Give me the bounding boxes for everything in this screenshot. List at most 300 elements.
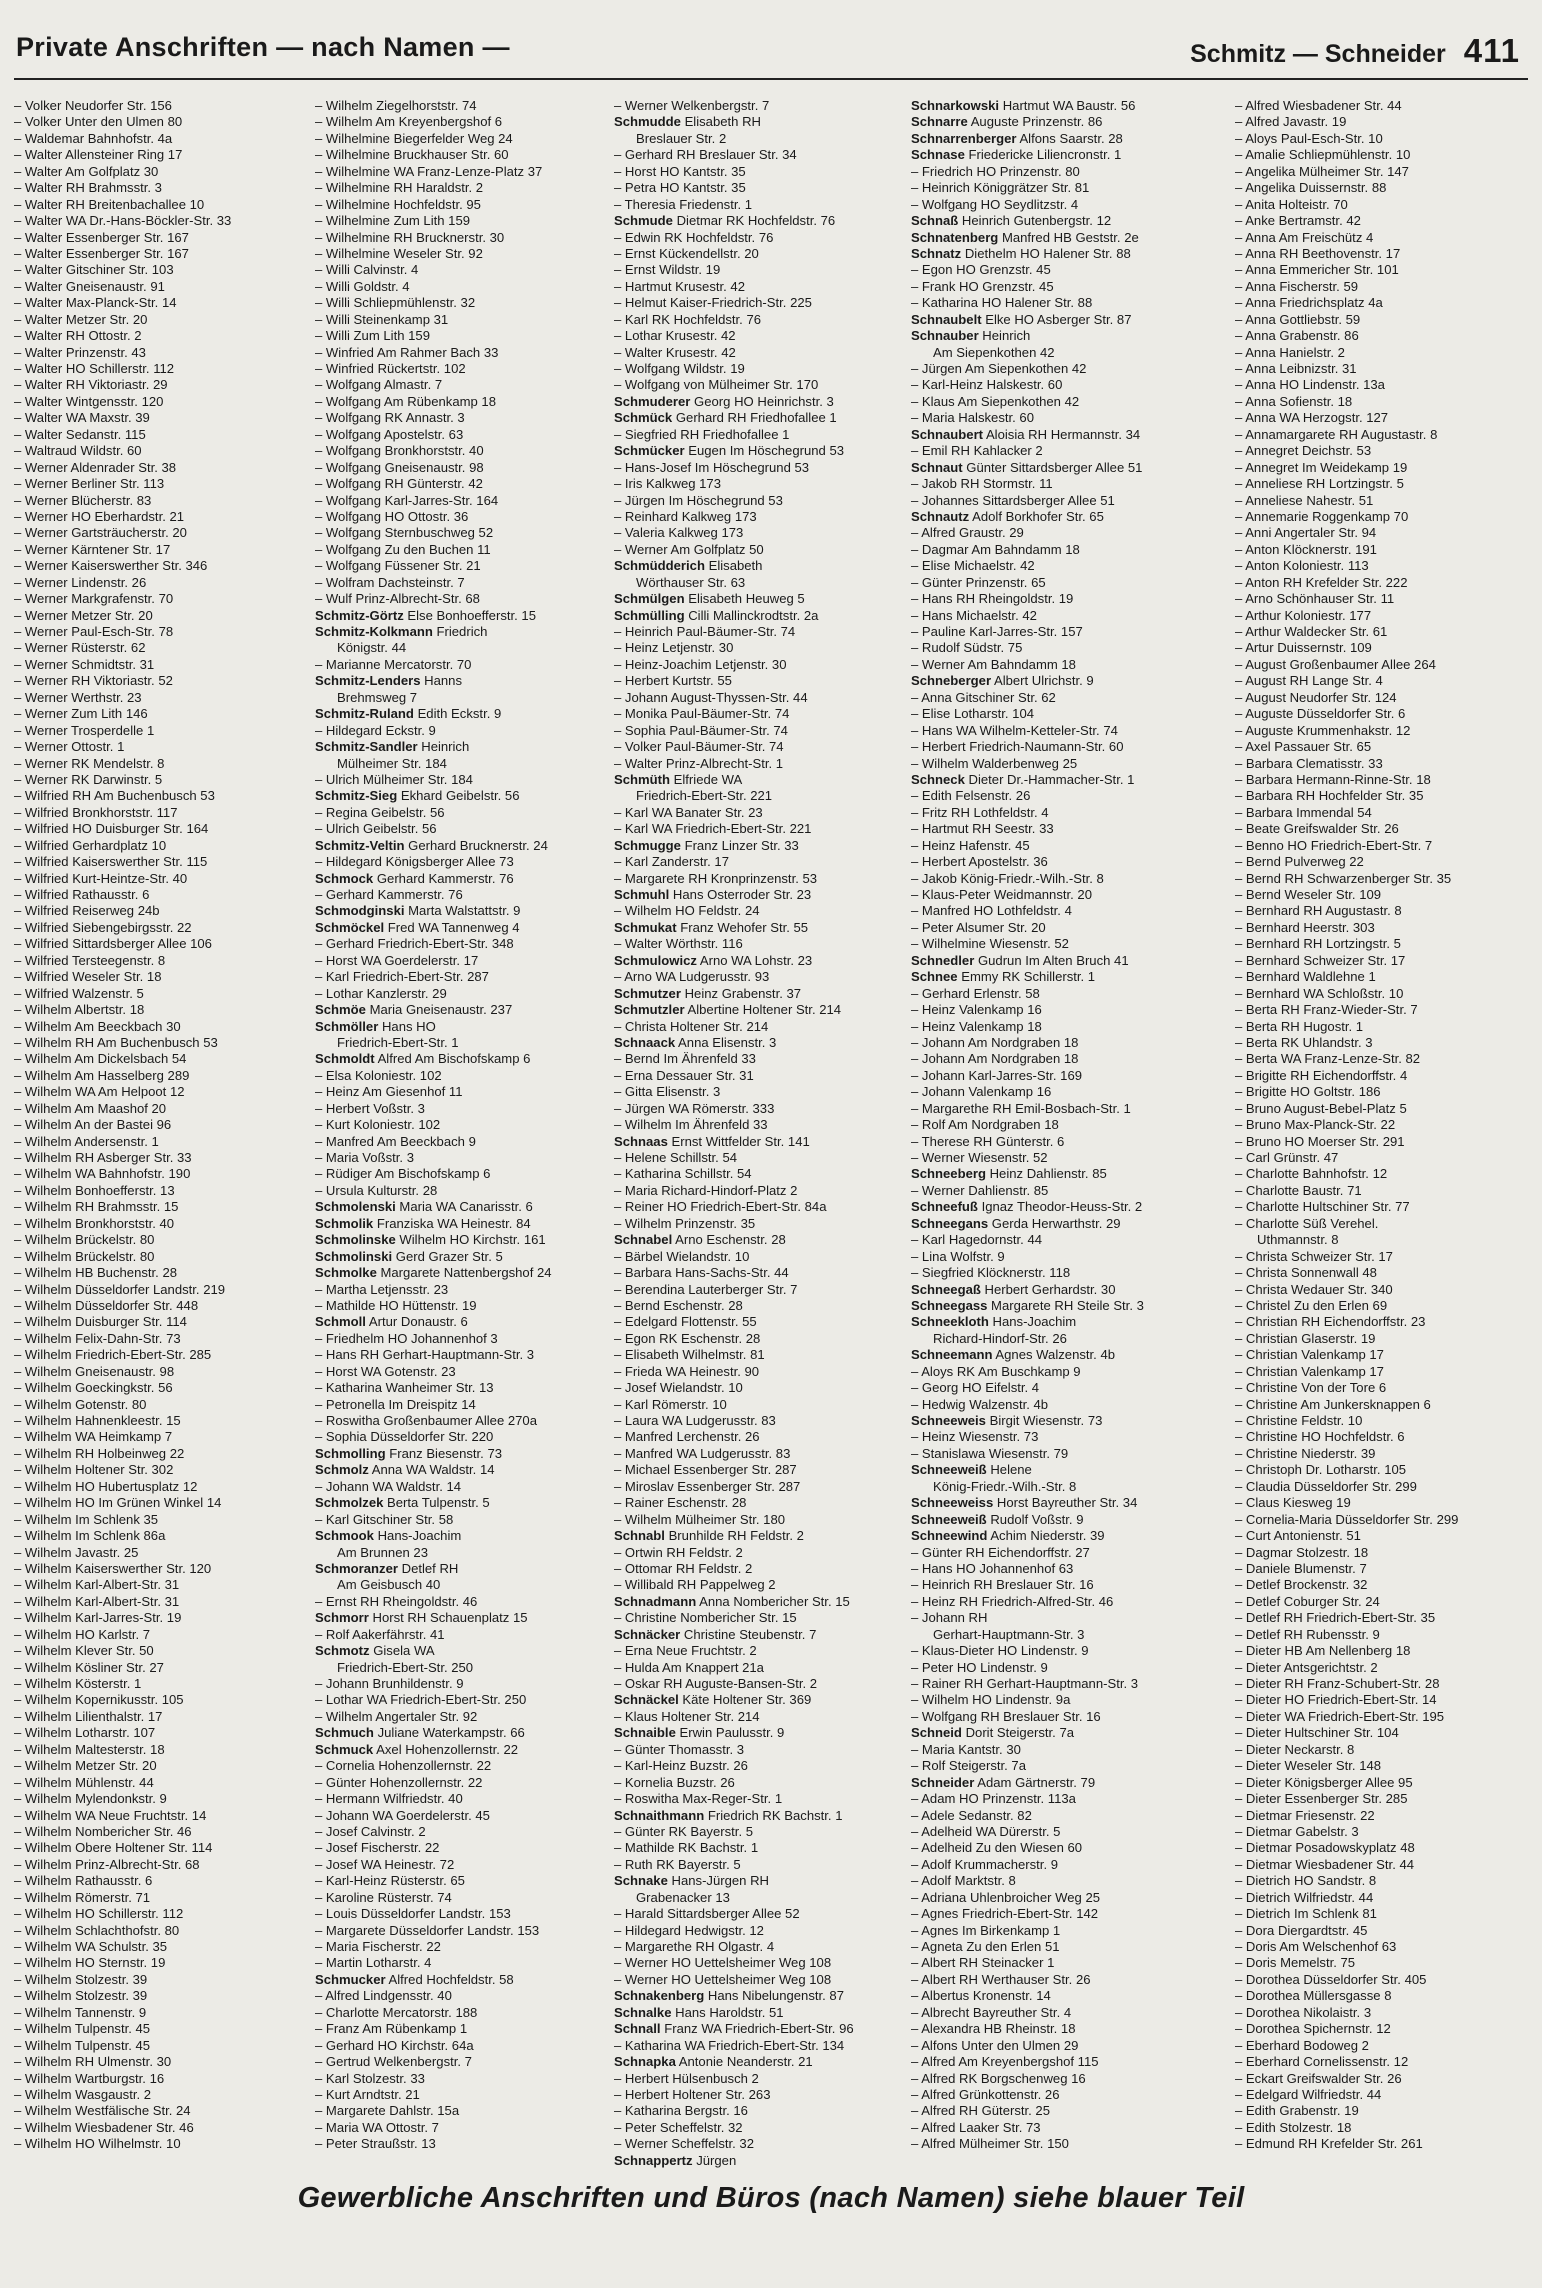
entry-line: – Edelgard Wilfriedstr. 44: [1235, 2086, 1382, 2102]
entry-line: – Herbert Voßstr. 3: [315, 1100, 425, 1116]
entry-line: Schmülling Cilli Mallinckrodtstr. 2a: [614, 607, 819, 623]
entry-line: Schmitz-Sieg Ekhard Geibelstr. 56: [315, 788, 520, 804]
entry-line: – Wilhelm WA Schulstr. 35: [14, 1939, 168, 1954]
entry-line: – Stanislawa Wiesenstr. 79: [911, 1445, 1069, 1461]
entry-line: – Wilhelm RH Asberger Str. 33: [14, 1150, 192, 1165]
entry-line: – Wilhelm Albertstr. 18: [14, 1002, 145, 1018]
entry-line: – Anton Klöcknerstr. 191: [1235, 541, 1377, 557]
entry-line: – Adam HO Prinzenstr. 113a: [911, 1791, 1076, 1807]
entry-line: – Wilhelm Am Dickelsbach 54: [14, 1051, 187, 1067]
entry-line: – Kurt Koloniestr. 102: [315, 1117, 441, 1133]
entry-line: – Josef WA Heinestr. 72: [315, 1856, 455, 1872]
entry-line: Brehmsweg 7: [337, 689, 418, 705]
entry-line: – Wilhelm Tannenstr. 9: [14, 2004, 147, 2020]
entry-line: – Bernhard Heerstr. 303: [1235, 919, 1375, 935]
entry-line: König-Friedr.-Wilh.-Str. 8: [933, 1478, 1077, 1494]
entry-line: – Barbara Clematisstr. 33: [1235, 755, 1383, 771]
surname: Schnappertz: [614, 2152, 693, 2168]
entry-line: – Claus Kiesweg 19: [1235, 1495, 1351, 1511]
entry-line: – Siegfried Klöcknerstr. 118: [911, 1265, 1071, 1281]
entry-line: – Aloys Paul-Esch-Str. 10: [1235, 130, 1383, 146]
surname: Schmitz-Veltin: [315, 837, 405, 853]
entry-line: – Anna Leibnizstr. 31: [1235, 361, 1357, 376]
entry-line: – Jürgen WA Römerstr. 333: [614, 1100, 775, 1116]
surname: Schneegans: [911, 1215, 989, 1231]
entry-line: – Walter Gneisenaustr. 91: [14, 278, 165, 294]
entry-line: – Dieter Weseler Str. 148: [1235, 1758, 1382, 1774]
entry-line: – Elisabeth Wilhelmstr. 81: [614, 1347, 765, 1363]
entry-line: Schmodginski Marta Walstattstr. 9: [315, 903, 521, 919]
surname: Schmitz-Kolkmann: [315, 624, 433, 639]
entry-line: Breslauer Str. 2: [636, 130, 727, 146]
entry-line: – Wilhelm Am Hasselberg 289: [14, 1067, 190, 1083]
entry-line: – Cornelia Hohenzollernstr. 22: [315, 1758, 492, 1774]
entry-line: – Georg HO Eifelstr. 4: [911, 1380, 1040, 1396]
entry-line: – Wilfried Kurt-Heintze-Str. 40: [14, 870, 188, 886]
entry-line: Schneewind Achim Niederstr. 39: [911, 1528, 1105, 1544]
entry-line: Schmucker Alfred Hochfeldstr. 58: [315, 1971, 514, 1987]
directory-columns: [14, 98, 1514, 2168]
entry-line: – Charlotte Bahnhofstr. 12: [1235, 1166, 1388, 1182]
name-range: [1190, 32, 1520, 70]
entry-line: – Karl-Heinz Rüsterstr. 65: [315, 1873, 465, 1889]
entry-line: – Hans Michaelstr. 42: [911, 607, 1037, 623]
page-number: 411: [1463, 32, 1520, 69]
entry-line: – Dieter Essenberger Str. 285: [1235, 1791, 1408, 1807]
surname: Schmuhl: [614, 887, 670, 902]
entry-line: – Manfred Lerchenstr. 26: [614, 1429, 760, 1445]
entry-line: – Benno HO Friedrich-Ebert-Str. 7: [1235, 837, 1433, 853]
entry-line: – Margarete RH Kronprinzenstr. 53: [614, 870, 818, 886]
footer-note: Gewerbliche Anschriften und Büros (nach Namen) siehe blauer Teil: [297, 2182, 1245, 2214]
entry-line: – Walter RH Breitenbachallee 10: [14, 196, 205, 212]
entry-line: – Kornelia Buzstr. 26: [614, 1774, 735, 1790]
entry-line: – Rainer RH Gerhart-Hauptmann-Str. 3: [911, 1676, 1139, 1691]
surname: Schmöe: [315, 1002, 366, 1018]
entry-line: Schnaß Heinrich Gutenbergstr. 12: [911, 213, 1112, 229]
entry-line: – Dieter RH Franz-Schubert-Str. 28: [1235, 1676, 1440, 1691]
surname: Schnaut: [911, 459, 963, 475]
entry-line: – Wilhelm Wartburgstr. 16: [14, 2070, 165, 2086]
entry-line: – Maria Richard-Hindorf-Platz 2: [614, 1182, 798, 1198]
surname: Schmitz-Sieg: [315, 788, 398, 804]
surname: Schmutzler: [614, 1002, 685, 1018]
entry-line: – Elsa Koloniestr. 102: [315, 1067, 442, 1083]
entry-line: – Dieter Hultschiner Str. 104: [1235, 1725, 1399, 1741]
surname: Schmudde: [614, 114, 681, 130]
entry-line: – Wilhelm HO Sternstr. 19: [14, 1955, 166, 1971]
entry-line: – Monika Paul-Bäumer-Str. 74: [614, 706, 790, 722]
entry-line: – Hildegard Königsberger Allee 73: [315, 854, 514, 870]
entry-line: – Martha Letjensstr. 23: [315, 1281, 449, 1297]
entry-line: – Adelheid Zu den Wiesen 60: [911, 1840, 1083, 1856]
surname: Schmuderer: [614, 393, 691, 409]
entry-line: – Auguste Krummenhakstr. 12: [1235, 722, 1411, 738]
surname: Schnäcker: [614, 1626, 681, 1642]
entry-line: – Wilhelm RH Ulmenstr. 30: [14, 2054, 172, 2070]
surname: Schmitz-Lenders: [315, 673, 421, 689]
entry-line: – Hartmut Krusestr. 42: [614, 278, 745, 294]
entry-line: – Anna Am Freischütz 4: [1235, 229, 1374, 245]
entry-line: – Berta RH Franz-Wieder-Str. 7: [1235, 1002, 1418, 1018]
surname: Schnauber: [911, 328, 979, 344]
entry-line: – Werner Paul-Esch-Str. 78: [14, 624, 174, 639]
entry-line: – Karl-Heinz Halskestr. 60: [911, 377, 1063, 393]
entry-line: – Werner Schmidtstr. 31: [14, 656, 155, 672]
entry-line: – Alfred Grünkottenstr. 26: [911, 2086, 1060, 2102]
entry-line: – Gitta Elisenstr. 3: [614, 1084, 721, 1100]
entry-line: – Werner Dahlienstr. 85: [911, 1182, 1049, 1198]
entry-line: – Brigitte RH Eichendorffstr. 4: [1235, 1067, 1408, 1083]
entry-line: Grabenacker 13: [636, 1889, 730, 1905]
entry-line: Schmoll Artur Donaustr. 6: [315, 1314, 468, 1330]
entry-line: Schnarrenberger Alfons Saarstr. 28: [911, 130, 1123, 146]
entry-line: – Annegret Im Weidekamp 19: [1235, 459, 1408, 475]
surname: Schmuch: [315, 1725, 374, 1741]
entry-line: – Therese RH Günterstr. 6: [911, 1133, 1065, 1149]
entry-line: Schmude Dietmar RK Hochfeldstr. 76: [614, 213, 836, 229]
entry-line: – Iris Kalkweg 173: [614, 476, 721, 492]
entry-line: – Karl Hagedornstr. 44: [911, 1232, 1043, 1248]
entry-line: – Peter Alsumer Str. 20: [911, 919, 1046, 935]
entry-line: – Aloys RK Am Buschkamp 9: [911, 1363, 1081, 1379]
entry-line: Schnatenberg Manfred HB Geststr. 2e: [911, 229, 1139, 245]
entry-line: – Werner Am Golfplatz 50: [614, 541, 764, 557]
entry-line: – Werner Trosperdelle 1: [14, 722, 155, 738]
surname: Schneberger: [911, 673, 992, 689]
entry-line: – Walter RH Brahmsstr. 3: [14, 180, 162, 196]
entry-line: – Wilfried Bronkhorststr. 117: [14, 804, 178, 820]
entry-line: Schnatz Diethelm HO Halener Str. 88: [911, 245, 1131, 261]
entry-line: – Hermann Wilfriedstr. 40: [315, 1791, 463, 1807]
entry-line: – Werner Gartsträucherstr. 20: [14, 525, 187, 541]
entry-line: – Waltraud Wildstr. 60: [14, 443, 142, 459]
entry-line: – Anna Friedrichsplatz 4a: [1235, 295, 1383, 311]
entry-line: Schneeweiss Horst Bayreuther Str. 34: [911, 1495, 1138, 1511]
entry-line: Schmolinski Gerd Grazer Str. 5: [315, 1248, 503, 1264]
entry-line: – Ursula Kulturstr. 28: [315, 1182, 438, 1198]
entry-line: – Christa Holtener Str. 214: [614, 1018, 769, 1034]
entry-line: – Eberhard Cornelissenstr. 12: [1235, 2054, 1409, 2070]
entry-line: – Anton RH Krefelder Str. 222: [1235, 574, 1408, 590]
entry-line: – Walter RH Ottostr. 2: [14, 328, 142, 344]
entry-line: – Gerhard Friedrich-Ebert-Str. 348: [315, 936, 514, 952]
entry-line: – Eberhard Bodoweg 2: [1235, 2037, 1369, 2053]
surname: Schnall: [614, 2021, 661, 2037]
entry-line: – Margarethe RH Olgastr. 4: [614, 1939, 775, 1954]
entry-line: – Winfried Rückertstr. 102: [315, 361, 466, 376]
entry-line: – Elise Lotharstr. 104: [911, 706, 1035, 722]
entry-line: – Margarete Dahlstr. 15a: [315, 2103, 460, 2119]
entry-line: – Wilhelm Wasgaustr. 2: [14, 2086, 152, 2102]
entry-line: – Wilhelm RH Brahmsstr. 15: [14, 1199, 179, 1215]
entry-line: Schnappertz Jürgen: [614, 2152, 737, 2168]
entry-line: – Erna Neue Fruchtstr. 2: [614, 1643, 757, 1659]
entry-line: Gerhart-Hauptmann-Str. 3: [933, 1626, 1085, 1642]
entry-line: Schmüth Elfriede WA: [614, 771, 743, 787]
entry-line: – Adelheid WA Dürerstr. 5: [911, 1823, 1061, 1839]
entry-line: – Werner Ottostr. 1: [14, 739, 125, 755]
entry-line: – Emil RH Kahlacker 2: [911, 443, 1043, 459]
entry-line: Schmolenski Maria WA Canarisstr. 6: [315, 1199, 533, 1215]
entry-line: – Bernd Pulverweg 22: [1235, 854, 1364, 870]
entry-line: – Heinz Valenkamp 16: [911, 1002, 1042, 1018]
column-4: [911, 98, 1207, 2153]
entry-line: – Werner Kaiserswerther Str. 346: [14, 558, 208, 574]
entry-line: Am Geisbusch 40: [337, 1577, 441, 1593]
entry-line: Schmöe Maria Gneisenaustr. 237: [315, 1002, 513, 1018]
entry-line: – Wilfried Rathausstr. 6: [14, 887, 150, 902]
entry-line: – Willi Schliepmühlenstr. 32: [315, 295, 476, 311]
entry-line: – Wilhelm Schlachthofstr. 80: [14, 1922, 180, 1938]
entry-line: – Walter Wörthstr. 116: [614, 936, 743, 952]
surname: Schmoldt: [315, 1051, 375, 1067]
entry-line: – Lothar Krusestr. 42: [614, 328, 736, 344]
entry-line: – Albert RH Werthauser Str. 26: [911, 1971, 1091, 1987]
entry-line: Schnaas Ernst Wittfelder Str. 141: [614, 1133, 810, 1149]
entry-line: Uthmannstr. 8: [1257, 1232, 1339, 1248]
entry-line: – Wilhelm Düsseldorfer Landstr. 219: [14, 1281, 226, 1297]
entry-line: – Wilhelm Angertaler Str. 92: [315, 1708, 478, 1724]
entry-line: – Fritz RH Lothfeldstr. 4: [911, 804, 1049, 820]
entry-line: – Werner Berliner Str. 113: [14, 476, 165, 492]
entry-line: – Manfred Am Beeckbach 9: [315, 1133, 476, 1149]
entry-line: – Wilhelm WA Neue Fruchtstr. 14: [14, 1807, 207, 1823]
entry-line: – Albertus Kronenstr. 14: [911, 1988, 1051, 2004]
entry-line: – Gerhard HO Kirchstr. 64a: [315, 2037, 474, 2053]
entry-line: – Heinz Wiesenstr. 73: [911, 1429, 1039, 1445]
entry-line: – Werner Blücherstr. 83: [14, 492, 152, 508]
entry-line: – Dorothea Nikolaistr. 3: [1235, 2004, 1372, 2020]
entry-line: – Hans RH Rheingoldstr. 19: [911, 591, 1074, 607]
entry-line: Schmugge Franz Linzer Str. 33: [614, 837, 799, 853]
entry-line: Schmukat Franz Wehofer Str. 55: [614, 919, 809, 935]
entry-line: – Wilhelm Rathausstr. 6: [14, 1873, 153, 1889]
entry-line: – Volker Paul-Bäumer-Str. 74: [614, 739, 784, 755]
entry-line: – Adriana Uhlenbroicher Weg 25: [911, 1889, 1101, 1905]
surname: Schnalke: [614, 2004, 672, 2020]
entry-line: – Alfred Graustr. 29: [911, 525, 1024, 541]
entry-line: – Wilfried Walzenstr. 5: [14, 985, 144, 1001]
surname: Schnaubert: [911, 426, 984, 442]
surname: Schmorr: [315, 1610, 369, 1626]
entry-line: – Wilhelm An der Bastei 96: [14, 1117, 172, 1133]
entry-line: – Willi Steinenkamp 31: [315, 311, 449, 327]
entry-line: – Edith Stolzestr. 18: [1235, 2119, 1352, 2135]
entry-line: – Ruth RK Bayerstr. 5: [614, 1856, 741, 1872]
entry-line: – August Neudorfer Str. 124: [1235, 689, 1397, 705]
entry-line: – Katharina WA Friedrich-Ebert-Str. 134: [614, 2037, 845, 2053]
entry-line: Schneegaß Herbert Gerhardstr. 30: [911, 1281, 1116, 1297]
entry-line: – Herbert Apostelstr. 36: [911, 854, 1048, 870]
surname: Schneeweiß: [911, 1462, 987, 1478]
surname: Schmülgen: [614, 591, 685, 607]
surname: Schneegaß: [911, 1281, 981, 1297]
entry-line: – Hulda Am Knappert 21a: [614, 1659, 764, 1675]
entry-line: – Karl RK Hochfeldstr. 76: [614, 311, 762, 327]
entry-line: – Hildegard Hedwigstr. 12: [614, 1922, 764, 1938]
entry-line: – Walter Prinz-Albrecht-Str. 1: [614, 755, 784, 771]
entry-line: – Klaus-Peter Weidmannstr. 20: [911, 887, 1092, 902]
entry-line: – Bernd RH Schwarzenberger Str. 35: [1235, 870, 1452, 886]
entry-line: – Gerhard Erlenstr. 58: [911, 985, 1040, 1001]
surname: Schneemann: [911, 1347, 993, 1363]
entry-line: Schnake Hans-Jürgen RH: [614, 1873, 770, 1889]
entry-line: Schnauber Heinrich: [911, 328, 1031, 344]
surname: Schmolinski: [315, 1248, 393, 1264]
entry-line: – Christine Feldstr. 10: [1235, 1413, 1363, 1428]
entry-line: – Daniele Blumenstr. 7: [1235, 1560, 1367, 1576]
entry-line: – Wilhelm Karl-Jarres-Str. 19: [14, 1610, 182, 1626]
surname: Schnapka: [614, 2054, 676, 2070]
surname: Schmulowicz: [614, 952, 697, 968]
entry-line: – Ernst Kückendellstr. 20: [614, 245, 759, 261]
entry-line: – Wilhelm Westfälische Str. 24: [14, 2103, 191, 2119]
entry-line: – Wilhelm Metzer Str. 20: [14, 1758, 157, 1774]
entry-line: – Albrecht Bayreuther Str. 4: [911, 2004, 1072, 2020]
entry-line: – Alfred RH Güterstr. 25: [911, 2103, 1050, 2119]
entry-line: – Wilhelm Im Ährenfeld 33: [614, 1117, 768, 1133]
entry-line: – Johann Brunhildenstr. 9: [315, 1676, 464, 1691]
entry-line: – Anita Holteistr. 70: [1235, 196, 1348, 212]
entry-line: Schmöller Hans HO: [315, 1018, 436, 1034]
entry-line: – Berta WA Franz-Lenze-Str. 82: [1235, 1051, 1421, 1067]
entry-line: – Christoph Dr. Lotharstr. 105: [1235, 1462, 1407, 1478]
entry-line: – Dieter Neckarstr. 8: [1235, 1741, 1355, 1757]
entry-line: Schmutzer Heinz Grabenstr. 37: [614, 985, 802, 1001]
entry-line: – Wilhelm Am Kreyenbergshof 6: [315, 114, 503, 130]
entry-line: Schnabl Brunhilde RH Feldstr. 2: [614, 1528, 804, 1544]
entry-line: – Wilfried Siebengebirgsstr. 22: [14, 919, 192, 935]
surname: Schnaß: [911, 213, 959, 229]
entry-line: – Christine Nombericher Str. 15: [614, 1610, 797, 1626]
entry-line: – Wilhelm Düsseldorfer Str. 448: [14, 1297, 199, 1313]
entry-line: Schnarkowski Hartmut WA Baustr. 56: [911, 98, 1136, 113]
entry-line: – Arthur Koloniestr. 177: [1235, 607, 1372, 623]
entry-line: – Louis Düsseldorfer Landstr. 153: [315, 1906, 511, 1922]
entry-line: – Alfred Laaker Str. 73: [911, 2119, 1041, 2135]
entry-line: – Pauline Karl-Jarres-Str. 157: [911, 624, 1083, 639]
entry-line: – Walter Prinzenstr. 43: [14, 344, 146, 360]
entry-line: – Dieter Königsberger Allee 95: [1235, 1774, 1413, 1790]
entry-line: – Wilhelmine Hochfeldstr. 95: [315, 196, 481, 212]
entry-line: – Wilhelm HB Buchenstr. 28: [14, 1265, 178, 1281]
entry-line: – Dora Diergardtstr. 45: [1235, 1922, 1368, 1938]
surname: Schnarrenberger: [911, 130, 1017, 146]
entry-line: – Anna Grabenstr. 86: [1235, 328, 1359, 344]
entry-line: – Maria Kantstr. 30: [911, 1741, 1021, 1757]
entry-line: – Wilhelm Brückelstr. 80: [14, 1232, 155, 1248]
entry-line: – Johann WA Goerdelerstr. 45: [315, 1807, 490, 1823]
entry-line: – Dietrich HO Sandstr. 8: [1235, 1873, 1377, 1889]
entry-line: – Agnes Friedrich-Ebert-Str. 142: [911, 1906, 1099, 1922]
entry-line: Friedrich-Ebert-Str. 221: [636, 788, 773, 804]
entry-line: – Wilhelm HO Hubertusplatz 12: [14, 1478, 198, 1494]
entry-line: – Werner HO Eberhardstr. 21: [14, 508, 185, 524]
entry-line: – Günter Prinzenstr. 65: [911, 574, 1046, 590]
entry-line: – Alfred Wiesbadener Str. 44: [1235, 98, 1402, 113]
entry-line: – Mathilde HO Hüttenstr. 19: [315, 1297, 477, 1313]
entry-line: Schmoranzer Detlef RH: [315, 1560, 459, 1576]
entry-line: – Barbara RH Hochfelder Str. 35: [1235, 788, 1424, 804]
entry-line: Schmolinske Wilhelm HO Kirchstr. 161: [315, 1232, 546, 1248]
entry-line: Schnaubert Aloisia RH Hermannstr. 34: [911, 426, 1141, 442]
entry-line: – Wilhelmine RH Brucknerstr. 30: [315, 229, 505, 245]
entry-line: – Alfred Mülheimer Str. 150: [911, 2136, 1069, 2152]
entry-line: – Wilhelm Wiesbadener Str. 46: [14, 2119, 194, 2135]
entry-line: Schmuch Juliane Waterkampstr. 66: [315, 1725, 525, 1741]
entry-line: – Willi Calvinstr. 4: [315, 262, 419, 278]
entry-line: Schmook Hans-Joachim: [315, 1528, 462, 1544]
entry-line: – Brigitte HO Goltstr. 186: [1235, 1084, 1381, 1100]
entry-line: – Christian Valenkamp 17: [1235, 1347, 1384, 1363]
entry-line: – Wilhelm Stolzestr. 39: [14, 1971, 148, 1987]
entry-line: Schmotz Gisela WA: [315, 1643, 435, 1659]
entry-line: – Wilhelm Bonhoefferstr. 13: [14, 1182, 175, 1198]
entry-line: – Werner Lindenstr. 26: [14, 574, 147, 590]
surname: Schmoranzer: [315, 1560, 398, 1576]
entry-line: – Wilhelm Kaiserswerther Str. 120: [14, 1560, 212, 1576]
entry-line: Schmitz-Veltin Gerhard Brucknerstr. 24: [315, 837, 548, 853]
entry-line: – Jakob RH Stormstr. 11: [911, 476, 1053, 492]
entry-line: – Reinhard Kalkweg 173: [614, 508, 757, 524]
entry-line: Schneegans Gerda Herwarthstr. 29: [911, 1215, 1121, 1231]
entry-line: – Harald Sittardsberger Allee 52: [614, 1906, 800, 1922]
entry-line: – Christa Wedauer Str. 340: [1235, 1281, 1393, 1297]
entry-line: – Wolfgang RH Günterstr. 42: [315, 476, 483, 492]
entry-line: – Michael Essenberger Str. 287: [614, 1462, 797, 1478]
entry-line: – Wilfried Reiserweg 24b: [14, 903, 160, 919]
entry-line: – Wilhelm Klever Str. 50: [14, 1643, 154, 1659]
entry-line: – Martin Lotharstr. 4: [315, 1955, 432, 1971]
column-3: [614, 98, 910, 2169]
entry-line: – Josef Wielandstr. 10: [614, 1380, 743, 1396]
entry-line: Schmutzler Albertine Holtener Str. 214: [614, 1002, 842, 1018]
entry-line: – Walter Max-Planck-Str. 14: [14, 295, 177, 311]
entry-line: – Josef Calvinstr. 2: [315, 1823, 426, 1839]
entry-line: Schnautz Adolf Borkhofer Str. 65: [911, 508, 1104, 524]
entry-line: – Wilhelm Nombericher Str. 46: [14, 1823, 192, 1839]
surname: Schnaithmann: [614, 1807, 705, 1823]
entry-line: – Peter Straußstr. 13: [315, 2136, 436, 2152]
entry-line: – Horst WA Goerdelerstr. 17: [315, 952, 479, 968]
entry-line: – Hans WA Wilhelm-Ketteler-Str. 74: [911, 722, 1118, 738]
entry-line: – Heinrich Königgrätzer Str. 81: [911, 180, 1090, 196]
entry-line: – Rolf Steigerstr. 7a: [911, 1758, 1026, 1774]
surname: Schnaubelt: [911, 311, 982, 327]
surname: Schnabel: [614, 1232, 673, 1248]
entry-line: – Horst HO Kantstr. 35: [614, 163, 746, 179]
entry-line: – Heinz Hafenstr. 45: [911, 837, 1030, 853]
entry-line: Schmitz-Ruland Edith Eckstr. 9: [315, 706, 502, 722]
entry-line: – Walter Gitschiner Str. 103: [14, 262, 174, 278]
surname: Schneider: [911, 1774, 975, 1790]
entry-line: – Heinz Valenkamp 18: [911, 1018, 1042, 1034]
entry-line: – Charlotte Süß Verehel.: [1235, 1215, 1379, 1231]
entry-line: – Margarethe RH Emil-Bosbach-Str. 1: [911, 1100, 1131, 1116]
entry-line: – Wolfgang Almastr. 7: [315, 377, 443, 393]
entry-line: – Jürgen Am Siepenkothen 42: [911, 361, 1087, 376]
entry-line: – Willi Zum Lith 159: [315, 328, 430, 344]
entry-line: – Werner Zum Lith 146: [14, 706, 148, 722]
entry-line: – Wilhelm HO Wilhelmstr. 10: [14, 2136, 181, 2152]
entry-line: – Werner Markgrafenstr. 70: [14, 591, 174, 607]
entry-line: – Bärbel Wielandstr. 10: [614, 1248, 750, 1264]
entry-line: – Wilhelm Friedrich-Ebert-Str. 285: [14, 1347, 212, 1363]
entry-line: Schmolling Franz Biesenstr. 73: [315, 1445, 503, 1461]
entry-line: – Walter Am Golfplatz 30: [14, 163, 159, 179]
entry-line: – Arno WA Ludgerusstr. 93: [614, 969, 770, 985]
